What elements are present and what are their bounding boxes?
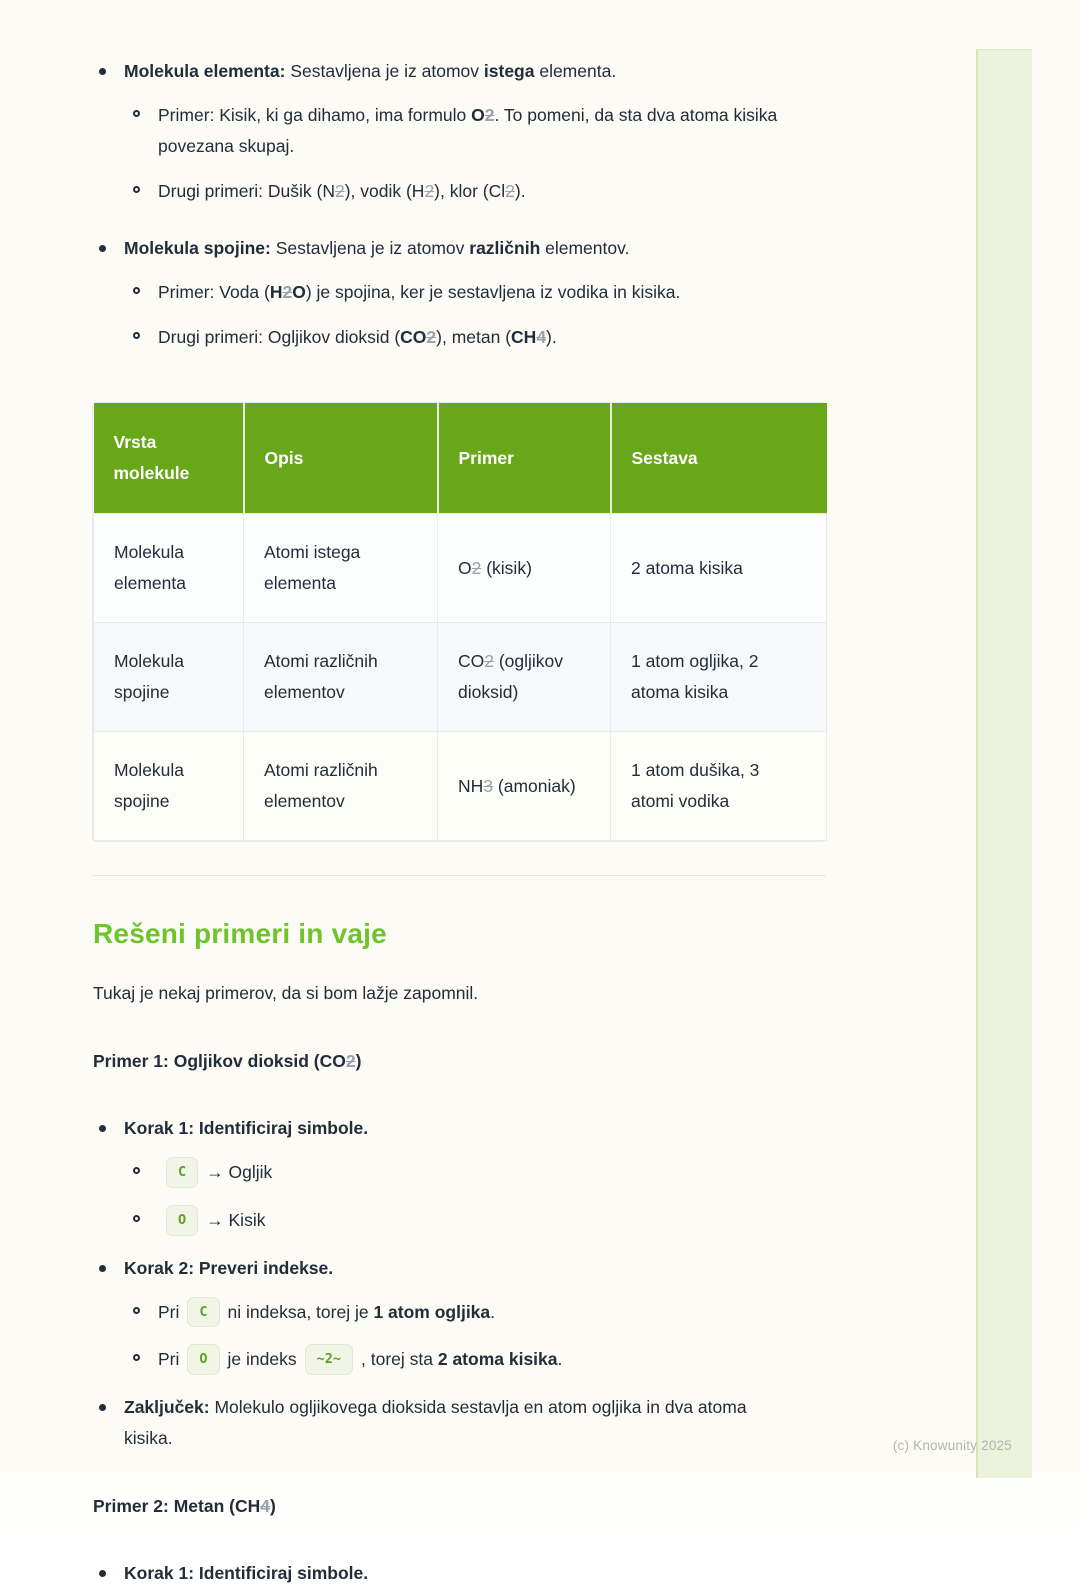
list-item-molekula-spojine <box>99 233 826 264</box>
text-segment: Sestavljena je iz atomov <box>285 61 484 81</box>
bullet-disc-icon <box>99 1404 106 1411</box>
list-item-text <box>124 1558 796 1589</box>
text-segment: H <box>269 282 283 302</box>
text-segment: ), vodik (H <box>344 181 425 201</box>
text-segment: (kisik) <box>481 557 532 578</box>
text-segment: → Ogljik <box>206 1162 273 1182</box>
bullet-disc-icon <box>99 1265 106 1272</box>
text-segment: ). <box>546 327 557 347</box>
table-cell <box>438 623 611 732</box>
table-cell <box>438 732 611 841</box>
table-row <box>94 623 827 732</box>
list-subitem-index-o <box>133 1344 826 1376</box>
list-item-text <box>158 1205 826 1237</box>
text-segment: . <box>557 1349 563 1370</box>
text-segment: Primer 2: Metan (CH <box>93 1496 261 1517</box>
text-segment: ) je spojina, ker je sestavljena iz vodika in kisika. <box>305 282 681 302</box>
list-subitem-drugi-primeri-1 <box>133 176 826 207</box>
text-segment: . To pomeni, da sta dva atoma kisika povezana skupaj. <box>158 105 778 156</box>
list-subitem-index-c <box>133 1297 826 1329</box>
text-segment: CH <box>511 327 537 347</box>
list-item-korak-2 <box>99 1253 826 1284</box>
text-segment: NH <box>458 775 484 796</box>
text-segment: 4 <box>260 1496 270 1517</box>
text-segment: Primer 1: Ogljikov dioksid (CO <box>93 1051 346 1071</box>
text-segment: ) <box>355 1051 362 1071</box>
text-segment: Molekula elementa: <box>124 61 286 81</box>
bullet-circle-icon <box>133 332 140 339</box>
code-badge: C <box>187 1297 219 1328</box>
text-segment: ni indeksa, torej je <box>227 1301 374 1322</box>
list-subitem-primer-kisik <box>133 100 826 162</box>
bullet-disc-icon <box>99 68 106 75</box>
table-header-sestava: Sestava <box>611 403 827 514</box>
bullet-disc-icon <box>99 1125 106 1132</box>
list-item-text <box>124 233 796 264</box>
table-cell <box>611 732 827 841</box>
text-segment: 2 <box>471 557 482 578</box>
list-subitem-drugi-primeri-2 <box>133 322 826 353</box>
text-segment: Primer: Voda ( <box>158 282 270 302</box>
list-subitem-symbol-o <box>133 1205 826 1237</box>
list-item-text <box>158 100 826 162</box>
bullet-disc-icon <box>99 1570 106 1577</box>
table-cell <box>611 514 827 623</box>
text-segment: O <box>458 557 472 578</box>
text-segment: Molekulo ogljikovega dioksida sestavlja en atom ogljika in dva atoma kisika. <box>124 1397 747 1449</box>
list-item-text <box>158 322 826 353</box>
list-subitem-symbol-c <box>133 1157 826 1189</box>
table-header-primer: Primer <box>438 403 611 514</box>
text-segment: 2 <box>282 282 293 302</box>
section-intro-paragraph: Tukaj je nekaj primerov, da si bom lažje zapomnil. <box>93 983 479 1003</box>
text-segment: 2 <box>484 651 494 671</box>
section-heading: Rešeni primeri in vaje <box>93 918 387 949</box>
list-item-text <box>158 1297 826 1329</box>
table-header-opis: Opis <box>244 403 438 514</box>
table-cell <box>611 623 827 732</box>
text-segment: ). <box>514 181 526 201</box>
bullet-circle-icon <box>133 287 140 294</box>
bullet-circle-icon <box>133 1167 140 1174</box>
bullet-circle-icon <box>133 110 140 117</box>
text-segment: (amoniak) <box>493 775 576 796</box>
list-item-text <box>124 1253 796 1284</box>
list-item-molekula-elementa <box>99 56 826 87</box>
code-badge: O <box>187 1344 219 1375</box>
text-segment: ), klor (Cl <box>434 181 506 201</box>
text-segment: O <box>471 105 485 125</box>
text-segment: Molekula elementa <box>114 542 186 593</box>
table-row <box>94 514 827 623</box>
list-item-zakljucek <box>99 1392 826 1454</box>
text-segment: 2 <box>334 181 345 201</box>
text-segment: Atomi različnih elementov <box>264 760 378 811</box>
table-cell <box>244 623 438 732</box>
text-segment: 2 <box>426 327 437 347</box>
text-segment: 1 atom ogljika, 2 atoma kisika <box>631 651 759 702</box>
watermark: (c) Knowunity 2025 <box>892 1438 1012 1453</box>
list-item-text <box>158 1157 826 1189</box>
text-segment: istega <box>483 61 535 81</box>
table-header-vrsta-molekule: Vrsta molekule <box>94 403 244 514</box>
list-item-text <box>158 176 826 207</box>
list-item-text <box>124 1113 796 1144</box>
bullet-circle-icon <box>133 1307 140 1314</box>
text-segment: Drugi primeri: Ogljikov dioksid ( <box>158 327 401 347</box>
table-cell <box>438 514 611 623</box>
text-segment: Pri <box>158 1349 180 1370</box>
list-item-text <box>158 277 826 308</box>
text-segment: Korak 2: Preveri indekse. <box>124 1257 334 1278</box>
bullet-circle-icon <box>133 1354 140 1361</box>
text-segment: Atomi različnih elementov <box>264 651 378 702</box>
text-segment: Korak 1: Identificiraj simbole. <box>124 1118 369 1138</box>
decorative-green-stripe <box>976 49 1032 1478</box>
text-segment: je indeks <box>227 1349 297 1370</box>
text-segment: . <box>490 1301 496 1322</box>
text-segment: 2 atoma kisika <box>437 1349 558 1370</box>
text-segment: Drugi primeri: Dušik (N <box>158 181 335 201</box>
table-cell <box>94 623 244 732</box>
text-segment: Korak 1: Identificiraj simbole. <box>124 1563 369 1584</box>
list-item-korak-1-primer-2 <box>99 1558 826 1589</box>
text-segment: Primer: Kisik, ki ga dihamo, ima formulo <box>158 105 472 125</box>
text-segment: CO <box>458 651 485 671</box>
text-segment: Molekula spojine <box>114 651 185 702</box>
text-segment: 2 <box>345 1051 356 1071</box>
bullet-circle-icon <box>133 1215 140 1222</box>
text-segment: Molekula spojine <box>114 760 185 811</box>
text-segment: elementov. <box>540 238 630 258</box>
list-item-korak-1 <box>99 1113 826 1144</box>
table-cell <box>244 732 438 841</box>
code-badge: O <box>166 1205 198 1236</box>
code-badge: C <box>166 1157 198 1188</box>
text-segment: 2 <box>505 181 515 201</box>
text-segment: O <box>292 282 306 302</box>
text-segment: 3 <box>483 775 494 796</box>
table-cell <box>94 514 244 623</box>
primer-2-title <box>93 1491 826 1522</box>
text-segment: (ogljikov dioksid) <box>458 651 564 702</box>
bullet-circle-icon <box>133 186 140 193</box>
section-divider <box>93 875 826 876</box>
table-cell <box>244 514 438 623</box>
text-segment: 2 <box>424 181 435 201</box>
list-item-text <box>158 1344 826 1376</box>
text-segment: , torej sta <box>361 1349 438 1370</box>
list-item-text <box>124 1392 796 1454</box>
text-segment: 1 atom dušika, 3 atomi vodika <box>631 760 760 811</box>
text-segment: Pri <box>158 1301 180 1322</box>
text-segment: Sestavljena je iz atomov <box>270 238 470 258</box>
code-badge: ~2~ <box>305 1344 353 1375</box>
text-segment: 1 atom ogljika <box>373 1301 491 1322</box>
text-segment: Atomi istega elementa <box>264 542 361 593</box>
table-row <box>94 732 827 841</box>
text-segment: 4 <box>536 327 547 347</box>
text-segment: 2 <box>484 105 495 125</box>
text-segment: ) <box>270 1496 276 1517</box>
text-segment: Zaključek: <box>124 1397 210 1418</box>
primer-1-title <box>93 1046 826 1077</box>
list-item-text <box>124 56 796 87</box>
molecule-types-table <box>93 403 826 841</box>
text-segment: → Kisik <box>206 1209 266 1230</box>
text-segment: Molekula spojine: <box>124 238 271 258</box>
table-header-row <box>94 403 827 514</box>
text-segment: elementa. <box>534 61 617 81</box>
bullet-disc-icon <box>99 245 106 252</box>
list-subitem-primer-voda <box>133 277 826 308</box>
text-segment: različnih <box>469 238 541 258</box>
text-segment: ), metan ( <box>436 327 512 347</box>
text-segment: CO <box>400 327 427 347</box>
table-cell <box>94 732 244 841</box>
text-segment: 2 atoma kisika <box>631 557 743 578</box>
